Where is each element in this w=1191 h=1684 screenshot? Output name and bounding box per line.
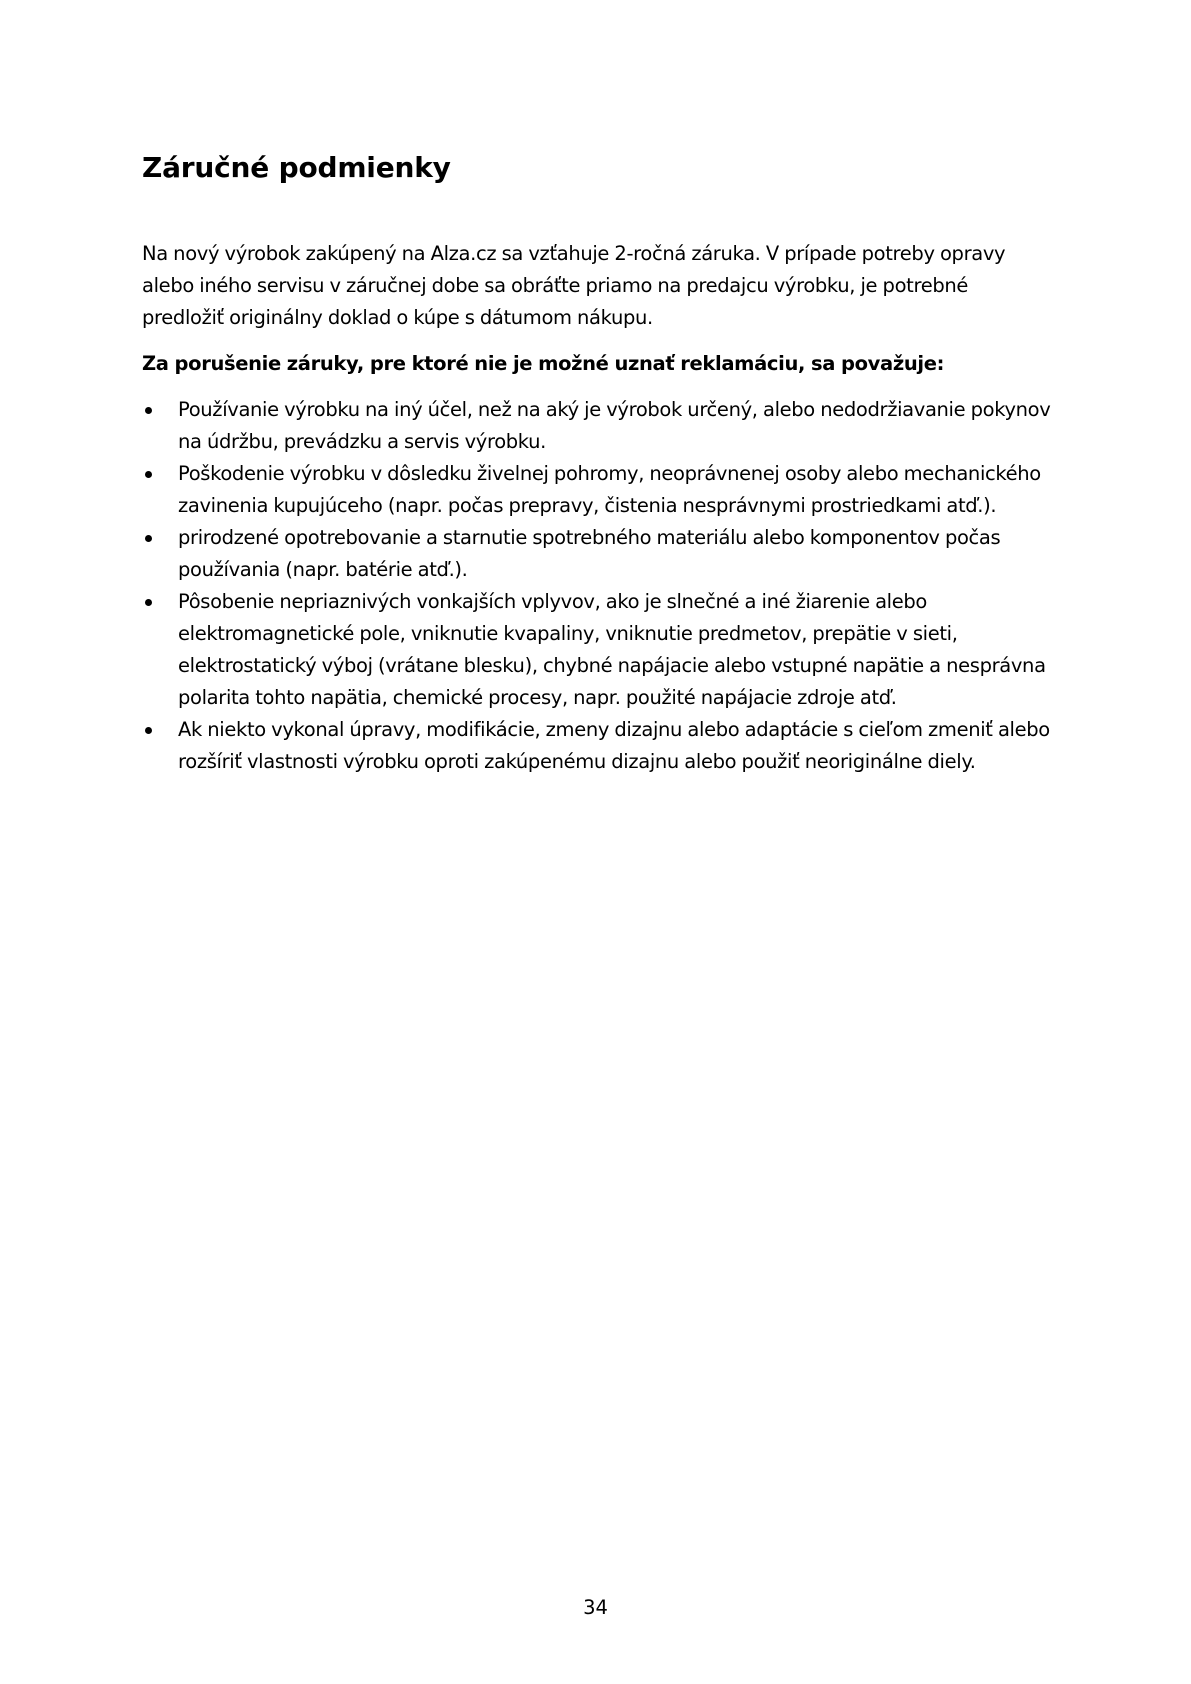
- warranty-exclusions-list: [142, 394, 1052, 778]
- list-item-text: Používanie výrobku na iný účel, než na aký je výrobok určený, alebo nedodržiavanie pokynov na údržbu, prevádzku a servis výrobku.: [178, 398, 1051, 453]
- list-item-text: Poškodenie výrobku v dôsledku živelnej pohromy, neoprávnenej osoby alebo mechanického zavinenia kupujúceho (napr. počas prepravy, čistenia nesprávnymi prostriedkami atď.).: [178, 462, 1041, 517]
- list-item: [142, 394, 1052, 458]
- warranty-exclusions-heading: Za porušenie záruky, pre ktoré nie je možné uznať reklamáciu, sa považuje:: [142, 352, 945, 375]
- list-item: [142, 714, 1052, 778]
- bullet-icon: [145, 535, 152, 542]
- bullet-icon: [145, 407, 152, 414]
- page-content: [142, 150, 1052, 778]
- bullet-icon: [145, 471, 152, 478]
- page-title: Záručné podmienky: [142, 151, 451, 184]
- list-item: [142, 586, 1052, 714]
- list-item: [142, 458, 1052, 522]
- intro-paragraph: Na nový výrobok zakúpený na Alza.cz sa vzťahuje 2-ročná záruka. V prípade potreby opravy alebo iného servisu v záručnej dobe sa obráťte priamo na predajcu výrobku, je potrebné predložiť originálny doklad o kúpe s dátumom nákupu.: [142, 242, 1006, 329]
- list-item-text: Ak niekto vykonal úpravy, modifikácie, zmeny dizajnu alebo adaptácie s cieľom zmeniť alebo rozšíriť vlastnosti výrobku oproti zakúpenému dizajnu alebo použiť neoriginálne diely.: [178, 718, 1050, 773]
- bullet-icon: [145, 727, 152, 734]
- list-item-text: Pôsobenie nepriaznivých vonkajších vplyvov, ako je slnečné a iné žiarenie alebo elektromagnetické pole, vniknutie kvapaliny, vniknutie predmetov, prepätie v sieti, elektrostatický výboj (vrátane blesku), chybné napájacie alebo vstupné napätie a nesprávna polarita tohto napätia, chemické procesy, napr. použité napájacie zdroje atď.: [178, 590, 1046, 709]
- page-number: 34: [583, 1596, 608, 1619]
- bullet-icon: [145, 599, 152, 606]
- list-item: [142, 522, 1052, 586]
- list-item-text: prirodzené opotrebovanie a starnutie spotrebného materiálu alebo komponentov počas používania (napr. batérie atď.).: [178, 526, 1001, 581]
